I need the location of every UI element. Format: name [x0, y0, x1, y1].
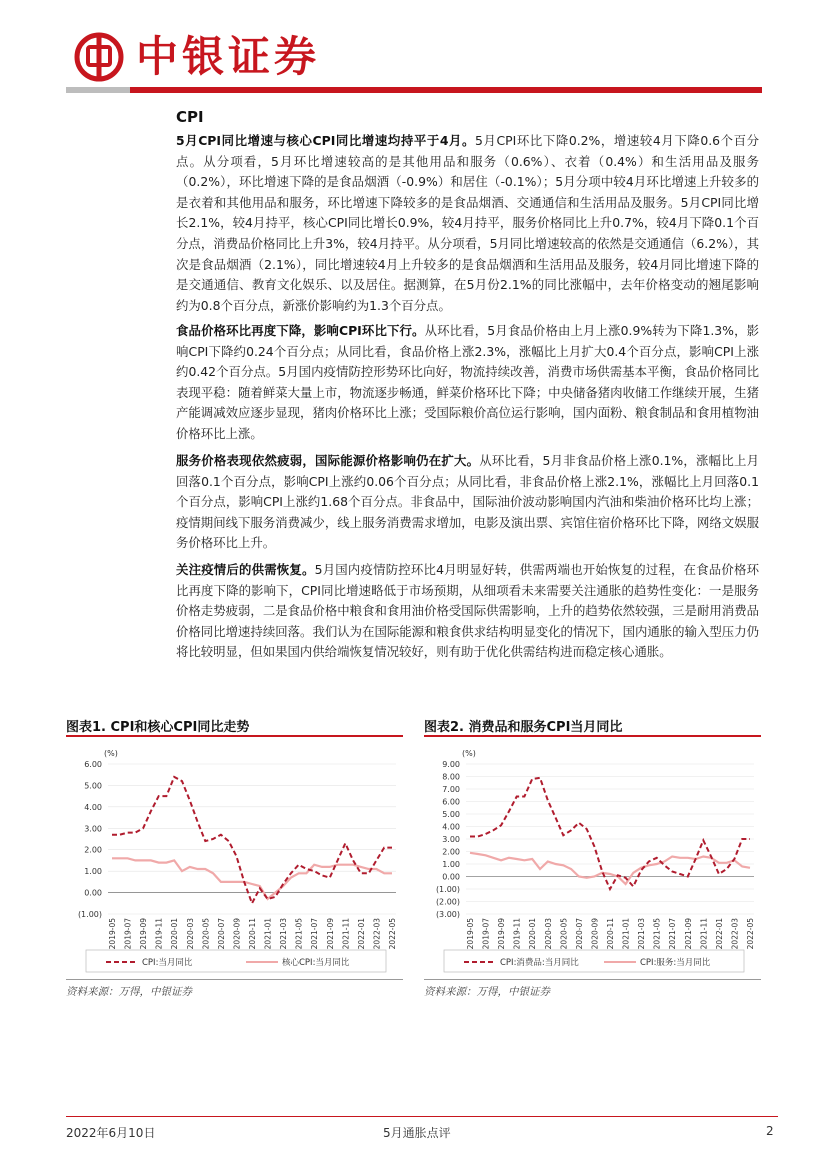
header-rule-gray — [66, 87, 136, 93]
paragraph-2 — [176, 321, 759, 445]
chart1-x-tick-label: 2020-07 — [216, 918, 226, 950]
chart2-y-tick-label: 4.00 — [442, 822, 460, 832]
chart1-top-rule — [66, 735, 403, 737]
chart1-y-tick-label: 4.00 — [84, 802, 102, 812]
footer-page-number: 2 — [766, 1124, 774, 1138]
chart2-x-tick-label: 2019-07 — [481, 918, 491, 950]
chart2-top-rule — [424, 735, 761, 737]
chart2-x-tick-label: 2022-01 — [714, 918, 724, 950]
chart1-title: 图表1. CPI和核心CPI同比走势 — [66, 720, 250, 735]
chart1-x-tick-label: 2022-03 — [372, 918, 382, 950]
chart2-y-tick-label: (1.00) — [435, 885, 460, 894]
footer-report-title: 5月通胀点评 — [383, 1126, 451, 1140]
chart1-y-tick-label: 1.00 — [84, 867, 102, 877]
section-title: CPI — [176, 108, 204, 126]
paragraph-1-lead: 5月CPI同比增速与核心CPI同比增速均持平于4月。 — [176, 133, 476, 148]
chart2-legend-label-1: CPI:消费品:当月同比 — [500, 958, 579, 968]
chart1-y-tick-label: 3.00 — [84, 824, 102, 834]
chart1-x-tick-label: 2020-05 — [201, 918, 211, 950]
chart2-x-tick-label: 2021-11 — [699, 918, 709, 950]
chart1-legend-label-1: CPI:当月同比 — [142, 958, 193, 968]
chart1-y-tick-label: 2.00 — [84, 845, 102, 855]
chart1-x-tick-label: 2022-01 — [356, 918, 366, 950]
chart2-x-tick-label: 2021-09 — [683, 918, 693, 950]
paragraph-4-body: 5月国内疫情防控环比4月明显好转，供需两端也开始恢复的过程，在食品价格环比再度下降的影响下，CPI同比增速略低于市场预期，从细项看未来需要关注通胀的趋势性变化：一是服务价格走势疲弱，二是食品价格中粮食和食用油价格受国际供需影响，上升的趋势依然较强，三是耐用消费品价格同比增速持续回落。我们认为在国际能源和粮食供求结构明显变化的情况下，国内通胀的输入型压力仍将比较明显，但如果国内供给端恢复情况较好，则有助于优化供需结构进而稳定核心通胀。 — [176, 562, 759, 660]
chart2-x-tick-label: 2020-01 — [528, 918, 538, 950]
paragraph-3-lead: 服务价格表现依然疲弱，国际能源价格影响仍在扩大。 — [176, 453, 480, 468]
chart2-y-tick-label: 3.00 — [442, 835, 460, 844]
chart2-y-tick-label: 9.00 — [442, 760, 460, 769]
chart1-x-tick-label: 2020-09 — [232, 918, 242, 950]
chart1-x-tick-label: 2021-07 — [310, 918, 320, 950]
paragraph-1 — [176, 131, 759, 316]
chart2-x-tick-label: 2020-05 — [559, 918, 569, 950]
chart2-x-tick-label: 2021-07 — [668, 918, 678, 950]
chart1-legend-label-2: 核心CPI:当月同比 — [282, 958, 350, 968]
chart2-x-tick-label: 2020-11 — [606, 918, 615, 950]
paragraph-2-body: 从环比看，5月食品价格由上月上涨0.9%转为下降1.3%，影响CPI下降约0.24个百分点；从同比看，食品价格上涨2.3%，涨幅比上月扩大0.4个百分点，影响CPI上涨约0.42个百分点。5月国内疫情防控形势环比向好，物流持续改善，消费市场供需基本平衡，食品价格同比表现平稳：随着鲜菜大量上市，物流逐步畅通，鲜菜价格环比下降；中央储备猪肉收储工作继续开展，生猪产能调减效应逐步显现，猪肉价格环比上涨；受国际粮价高位运行影响，国内面粉、粮食制品和食用植物油价格环比上涨。 — [176, 323, 759, 441]
chart1-plot — [66, 740, 403, 975]
chart2-source: 资料来源：万得，中银证券 — [424, 986, 550, 998]
chart2-y-tick-label: 2.00 — [442, 847, 460, 857]
chart1-x-tick-label: 2021-11 — [341, 918, 351, 950]
chart1-source: 资料来源：万得，中银证券 — [66, 986, 192, 998]
page-header — [0, 0, 827, 96]
chart2-y-tick-label: (2.00) — [435, 897, 460, 907]
chart1-y-tick-label: 0.00 — [84, 888, 102, 898]
paragraph-4 — [176, 560, 759, 663]
paragraph-3-body: 从环比看，5月非食品价格上涨0.1%，涨幅比上月回落0.1个百分点，影响CPI上涨约0.06个百分点；从同比看，非食品价格上涨2.1%，涨幅比上月回落0.1个百分点，影响CPI上涨约1.68个百分点。非食品中，国际油价波动影响国内汽油和柴油价格环比均上涨；疫情期间线下服务消费减少，线上服务消费需求增加，电影及演出票、宾馆住宿价格环比下降，网络文娱服务价格环比上升。 — [176, 453, 759, 551]
chart2-x-tick-label: 2019-09 — [497, 918, 507, 950]
chart1-x-tick-label: 2019-09 — [139, 918, 149, 950]
chart1-x-tick-label: 2019-05 — [108, 918, 117, 950]
chart2-x-tick-label: 2022-03 — [730, 918, 740, 950]
chart2-series-2-line — [470, 853, 750, 884]
chart2-bottom-rule — [424, 979, 761, 980]
chart1-bottom-rule — [66, 979, 403, 980]
paragraph-3 — [176, 451, 759, 554]
chart2-x-tick-label: 2022-05 — [746, 918, 755, 950]
chart2-y-tick-label: 5.00 — [442, 810, 460, 819]
chart2-y-tick-label: 1.00 — [442, 860, 460, 869]
paragraph-1-body: 5月CPI环比下降0.2%，增速较4月下降0.6个百分点。从分项看，5月环比增速较高的是其他用品和服务（0.6%）、衣着（0.4%）和生活用品及服务（0.2%），环比增速下降的是食品烟酒（-0.9%）和居住（-0.1%）；5月分项中较4月环比增速上升较多的是衣着和其他用品和服务，环比增速下降较多的是食品烟酒、交通通信和生活用品及服务。5月CPI同比增长2.1%，较4月持平，核心CPI同比增长0.9%，较4月持平，服务价格同比上升0.7%，较4月下降0.1个百分点，消费品价格同比上升3%，较4月持平。从分项看，5月同比增速较高的依然是交通通信（6.2%），其次是食品烟酒（2.1%），同比增速较4月上升较多的是食品烟酒和生活用品及服务，较4月同比增速下降的是交通通信、教育文化娱乐、以及居住。据测算，在5月份2.1%的同比涨幅中，去年价格变动的翘尾影响约为0.8个百分点，新涨价影响约为1.3个百分点。 — [176, 133, 760, 313]
chart1-x-tick-label: 2019-07 — [123, 918, 133, 950]
chart2-y-tick-label: 7.00 — [442, 785, 460, 794]
brand-name: 中银证券 — [136, 32, 321, 81]
chart1-y-tick-label: (1.00) — [77, 910, 102, 919]
chart1-x-tick-label: 2019-11 — [154, 918, 164, 950]
footer-date: 2022年6月10日 — [66, 1126, 156, 1140]
header-rule-red — [130, 87, 762, 93]
chart1-x-tick-label: 2021-05 — [294, 918, 304, 950]
chart1-x-tick-label: 2020-01 — [170, 918, 180, 950]
chart1-x-tick-label: 2020-11 — [248, 918, 257, 950]
chart2-series-1-line — [470, 778, 750, 889]
chart2-x-tick-label: 2021-05 — [652, 918, 662, 950]
footer-rule — [66, 1116, 778, 1117]
chart1-y-unit-label: (%) — [104, 749, 118, 758]
chart2-y-tick-label: 6.00 — [442, 797, 460, 807]
chart2-y-tick-label: 0.00 — [442, 872, 460, 882]
chart1-x-tick-label: 2021-03 — [279, 918, 289, 950]
paragraph-4-lead: 关注疫情后的供需恢复。 — [176, 562, 315, 577]
chart2-x-tick-label: 2020-09 — [590, 918, 600, 950]
paragraph-2-lead: 食品价格环比再度下降，影响CPI环比下行。 — [176, 323, 425, 338]
chart2-x-tick-label: 2021-03 — [637, 918, 647, 950]
bank-logo-icon — [74, 32, 124, 82]
chart1-x-tick-label: 2021-09 — [325, 918, 335, 950]
chart2-x-tick-label: 2021-01 — [621, 918, 631, 950]
chart2-legend-label-2: CPI:服务:当月同比 — [640, 958, 711, 968]
chart2-x-tick-label: 2020-07 — [574, 918, 584, 950]
chart2-x-tick-label: 2019-11 — [512, 918, 522, 950]
chart2-y-unit-label: (%) — [462, 749, 476, 758]
chart1-y-tick-label: 5.00 — [84, 781, 102, 791]
chart1-x-tick-label: 2021-01 — [263, 918, 273, 950]
chart2-plot — [424, 740, 761, 975]
chart2-x-tick-label: 2020-03 — [543, 918, 553, 950]
chart1-y-tick-label: 6.00 — [84, 760, 102, 769]
chart2-x-tick-label: 2019-05 — [466, 918, 475, 950]
chart2-title: 图表2. 消费品和服务CPI当月同比 — [424, 720, 623, 735]
chart2-y-tick-label: 8.00 — [442, 772, 460, 782]
chart1-x-tick-label: 2020-03 — [185, 918, 195, 950]
chart1-x-tick-label: 2022-05 — [388, 918, 397, 950]
chart2-y-tick-label: (3.00) — [435, 910, 460, 919]
brand-logo — [74, 32, 320, 82]
